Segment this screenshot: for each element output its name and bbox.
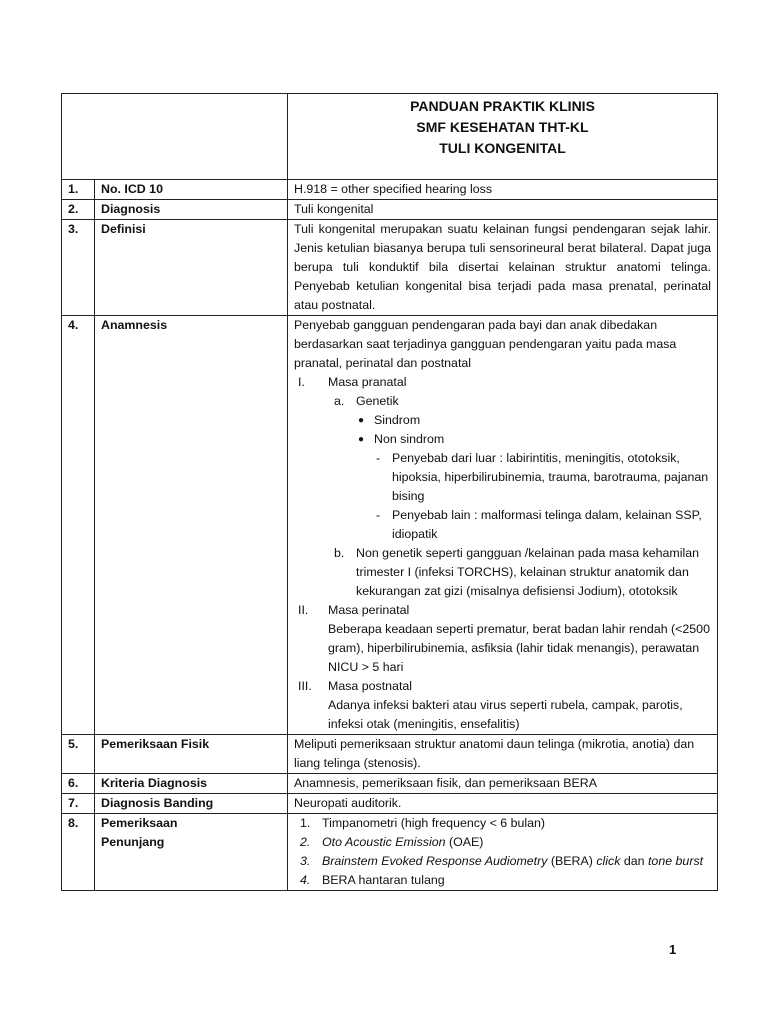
- table-row: [62, 316, 718, 735]
- row-label: No. ICD 10: [95, 180, 288, 200]
- list-item-text: [322, 852, 711, 871]
- table-row: [62, 735, 718, 774]
- penunjang-list: [288, 814, 718, 891]
- list-item-text: Timpanometri (high frequency < 6 bulan): [322, 816, 546, 830]
- list-item: [294, 871, 711, 890]
- title-line-3: TULI KONGENITAL: [439, 140, 566, 156]
- row-label-line: Penunjang: [101, 835, 165, 849]
- row-number: 3.: [62, 220, 95, 316]
- number-marker: 4.: [300, 873, 311, 887]
- anamnesis-content: [288, 316, 718, 735]
- row-value: Tuli kongenital: [288, 200, 718, 220]
- list-item-text: Penyebab dari luar : labirintitis, meningitis, ototoksik, hipoksia, hiperbilirubinemia, trauma, barotrauma, pajanan bising: [392, 451, 709, 503]
- italic-term: tone burst: [647, 854, 704, 868]
- list-item: [294, 852, 711, 871]
- list-item-text: Penyebab lain : malformasi telinga dalam, kelainan SSP, idiopatik: [392, 508, 702, 541]
- number-marker: 3.: [300, 854, 311, 868]
- list-item-text: Non sindrom: [374, 432, 445, 446]
- italic-term: Brainstem Evoked Response Audiometry: [322, 854, 548, 868]
- row-label-line: Pemeriksaan: [101, 816, 178, 830]
- list-item-text: Non genetik seperti gangguan /kelainan pada masa kehamilan trimester I (infeksi TORCHS), kelainan struktur anatomik dan kekurangan zat gizi (misalnya defisiensi Jodium), ototoksik: [356, 546, 700, 598]
- list-item-text: [322, 833, 711, 852]
- clinical-guideline-document: [61, 93, 717, 891]
- bullet-icon: ●: [358, 415, 365, 426]
- table-row: [62, 180, 718, 200]
- table-row: [62, 814, 718, 891]
- row-number: 7.: [62, 794, 95, 814]
- header-left-cell: [62, 94, 288, 180]
- row-label: [95, 814, 288, 891]
- row-value: Tuli kongenital merupakan suatu kelainan fungsi pendengaran sejak lahir. Jenis ketulian biasanya berupa tuli sensorineural berat bilateral. Dapat juga berupa tuli konduktif bila disertai kelainan struktur anatomi telinga. Penyebab ketulian kongenital bisa terjadi pada masa prenatal, perinatal atau postnatal.: [288, 220, 718, 316]
- list-item: [294, 411, 711, 430]
- list-item-text: Sindrom: [374, 413, 421, 427]
- table-row: [62, 200, 718, 220]
- row-number: 2.: [62, 200, 95, 220]
- list-item: [294, 449, 711, 506]
- row-value: H.918 = other specified hearing loss: [288, 180, 718, 200]
- number-marker: 1.: [300, 816, 311, 830]
- list-item: [294, 677, 711, 734]
- list-item-rest: (BERA): [547, 854, 597, 868]
- row-label: Pemeriksaan Fisik: [95, 735, 288, 774]
- row-number: 6.: [62, 774, 95, 794]
- row-value: Meliputi pemeriksaan struktur anatomi daun telinga (mikrotia, anotia) dan liang telinga (stenosis).: [288, 735, 718, 774]
- list-item-title: Genetik: [356, 394, 399, 408]
- row-number: 8.: [62, 814, 95, 891]
- row-label: Kriteria Diagnosis: [95, 774, 288, 794]
- table-row: [62, 220, 718, 316]
- row-number: 5.: [62, 735, 95, 774]
- header-row: [62, 94, 718, 180]
- roman-marker: I.: [298, 375, 305, 389]
- list-item: [294, 392, 711, 411]
- row-value: Neuropati auditorik.: [288, 794, 718, 814]
- list-item-title: Masa postnatal: [328, 679, 413, 693]
- row-label: Diagnosis: [95, 200, 288, 220]
- row-label: Anamnesis: [95, 316, 288, 735]
- page-number: 1: [669, 942, 677, 957]
- table-row: [62, 794, 718, 814]
- list-item: [294, 601, 711, 677]
- dash-icon: -: [376, 508, 381, 522]
- list-item-text: Beberapa keadaan seperti prematur, berat badan lahir rendah (<2500 gram), hiperbilirubinemia, asfiksia (lahir tidak menangis), perawatan NICU > 5 hari: [328, 622, 710, 674]
- bullet-icon: ●: [358, 434, 365, 445]
- title-line-1: PANDUAN PRAKTIK KLINIS: [410, 98, 595, 114]
- italic-term: Oto Acoustic Emission: [322, 835, 446, 849]
- list-item-text: Adanya infeksi bakteri atau virus seperti rubela, campak, parotis, infeksi otak (meningitis, ensefalitis): [328, 698, 683, 731]
- row-number: 4.: [62, 316, 95, 735]
- list-item: [294, 506, 711, 544]
- list-item: [294, 430, 711, 449]
- letter-marker: a.: [334, 394, 345, 408]
- row-label: Diagnosis Banding: [95, 794, 288, 814]
- number-marker: 2.: [300, 835, 311, 849]
- row-value: Anamnesis, pemeriksaan fisik, dan pemeriksaan BERA: [288, 774, 718, 794]
- italic-term: click: [596, 854, 621, 868]
- row-number: 1.: [62, 180, 95, 200]
- guideline-table: [61, 93, 718, 891]
- title-line-2: SMF KESEHATAN THT-KL: [416, 119, 589, 135]
- dash-icon: -: [376, 451, 381, 465]
- list-item-rest: (OAE): [445, 835, 484, 849]
- list-item-rest: dan: [620, 854, 648, 868]
- roman-marker: III.: [298, 679, 312, 693]
- list-item: [294, 373, 711, 392]
- letter-marker: b.: [334, 546, 345, 560]
- roman-marker: II.: [298, 603, 309, 617]
- row-label: Definisi: [95, 220, 288, 316]
- list-item-text: BERA hantaran tulang: [322, 873, 445, 887]
- header-title-cell: [288, 94, 718, 180]
- list-item-title: Masa pranatal: [328, 375, 407, 389]
- list-item: [294, 544, 711, 601]
- table-row: [62, 774, 718, 794]
- list-item: [294, 814, 711, 833]
- list-item: [294, 833, 711, 852]
- list-item-title: Masa perinatal: [328, 603, 410, 617]
- anamnesis-intro: Penyebab gangguan pendengaran pada bayi dan anak dibedakan berdasarkan saat terjadinya gangguan pendengaran yaitu pada masa pranatal, perinatal dan postnatal: [294, 318, 677, 370]
